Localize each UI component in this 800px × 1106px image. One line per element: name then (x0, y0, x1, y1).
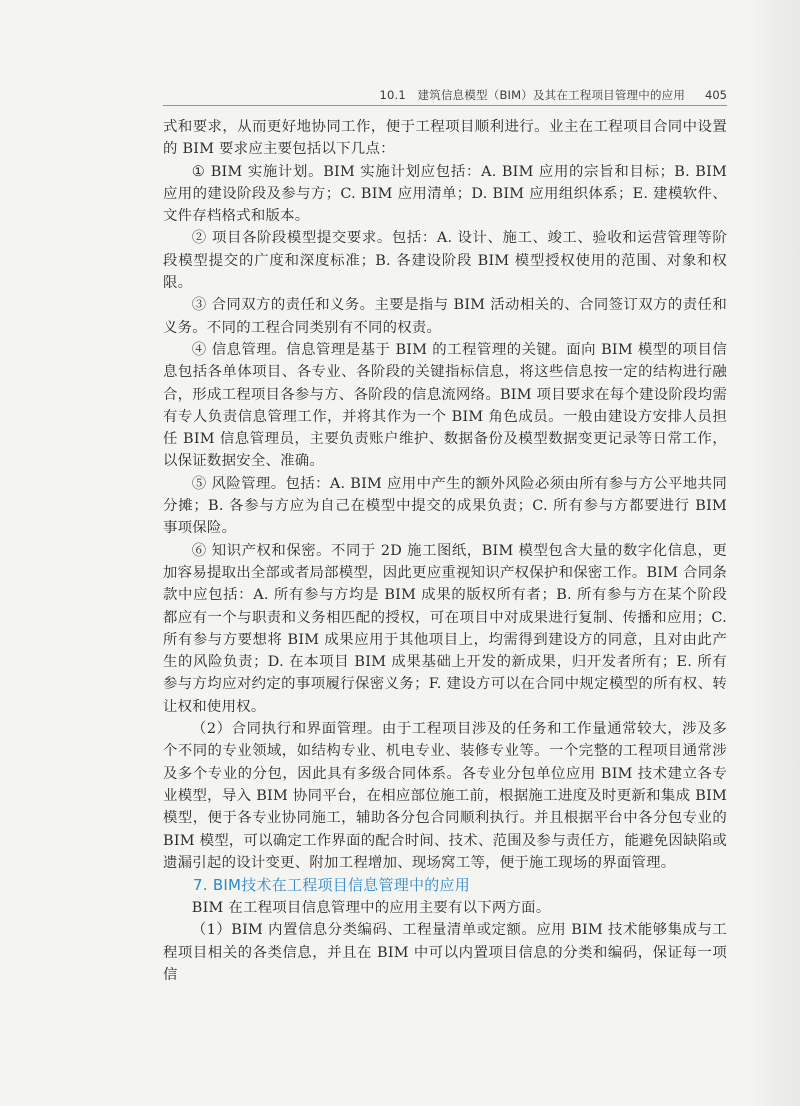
body-text (163, 116, 727, 986)
running-header (163, 86, 727, 104)
paragraph-item-1: ① BIM 实施计划。BIM 实施计划应包括：A. BIM 应用的宗旨和目标；B. BIM 应用的建设阶段及参与方；C. BIM 应用清单；D. BIM 应用组织体系；E. 建模软件、文件存档格式和版本。 (163, 163, 727, 225)
paragraph-item-4: ④ 信息管理。信息管理是基于 BIM 的工程管理的关键。面向 BIM 模型的项目信息包括各单体项目、各专业、各阶段的关键指标信息，将这些信息按一定的结构进行融合，形成工程项目各参与方、各阶段的信息流网络。BIM 项目要求在每个建设阶段均需有专人负责信息管理工作，并将其作为一个 BIM 角色成员。一般由建设方安排人员担任 BIM 信息管理员，主要负责账户维护、数据备份及模型数据变更记录等日常工作，以保证数据安全、准确。 (163, 341, 727, 470)
paragraph-item-5: ⑤ 风险管理。包括：A. BIM 应用中产生的额外风险必须由所有参与方公平地共同分摊；B. 各参与方应为自己在模型中提交的成果负责；C. 所有参与方都要进行 BIM 事项保险。 (163, 475, 727, 537)
paragraph-item-3: ③ 合同双方的责任和义务。主要是指与 BIM 活动相关的、合同签订双方的责任和义务。不同的工程合同类别有不同的权责。 (163, 297, 727, 336)
paragraph-intro: BIM 在工程项目信息管理中的应用主要有以下两方面。 (191, 900, 551, 917)
section-title: 10.1 建筑信息模型（BIM）及其在工程项目管理中的应用 (379, 88, 686, 102)
header-rule (163, 105, 727, 106)
page-number: 405 (705, 88, 727, 102)
section-heading: 7. BIM技术在工程项目信息管理中的应用 (193, 876, 470, 895)
paragraph-continuation: 式和要求，从而更好地协同工作，便于工程项目顺利进行。业主在工程项目合同中设置的 BIM 要求应主要包括以下几点： (163, 119, 727, 158)
paragraph-item-6: ⑥ 知识产权和保密。不同于 2D 施工图纸，BIM 模型包含大量的数字化信息，更加容易提取出全部或者局部模型，因此更应重视知识产权保护和保密工作。BIM 合同条款中应包括：A. 所有参与方均是 BIM 成果的版权所有者；B. 所有参与方在某个阶段都应有一个与职责和义务相匹配的授权，可在项目中对成果进行复制、传播和应用；C. 所有参与方要想将 BIM 成果应用于其他项目上，均需得到建设方的同意，且对由此产生的风险负责；D. 在本项目 BIM 成果基础上开发的新成果，归开发者所有；E. 所有参与方均应对约定的事项履行保密义务；F. 建设方可以在合同中规定模型的所有权、转让权和使用权。 (163, 542, 727, 715)
paragraph-item-2: ② 项目各阶段模型提交要求。包括：A. 设计、施工、竣工、验收和运营管理等阶段模型提交的广度和深度标准；B. 各建设阶段 BIM 模型授权使用的范围、对象和权限。 (163, 230, 727, 292)
page-edge-shadow (746, 0, 800, 1106)
paragraph-contract-execution: （2）合同执行和界面管理。由于工程项目涉及的任务和工作量通常较大，涉及多个不同的专业领域，如结构专业、机电专业、装修专业等。一个完整的工程项目通常涉及多个专业的分包，因此具有多级合同体系。各专业分包单位应用 BIM 技术建立各专业模型，导入 BIM 协同平台，在相应部位施工前，根据施工进度及时更新和集成 BIM 模型，便于各专业协同施工，辅助各分包合同顺利执行。并且根据平台中各分包专业的 BIM 模型，可以确定工作界面的配合时间、技术、范围及参与责任方，能避免因缺陷或遗漏引起的设计变更、附加工程增加、现场窝工等，便于施工现场的界面管理。 (163, 721, 727, 871)
paragraph-classification: （1）BIM 内置信息分类编码、工程量清单或定额。应用 BIM 技术能够集成与工程项目相关的各类信息，并且在 BIM 中可以内置项目信息的分类和编码，保证每一项信 (163, 922, 727, 983)
